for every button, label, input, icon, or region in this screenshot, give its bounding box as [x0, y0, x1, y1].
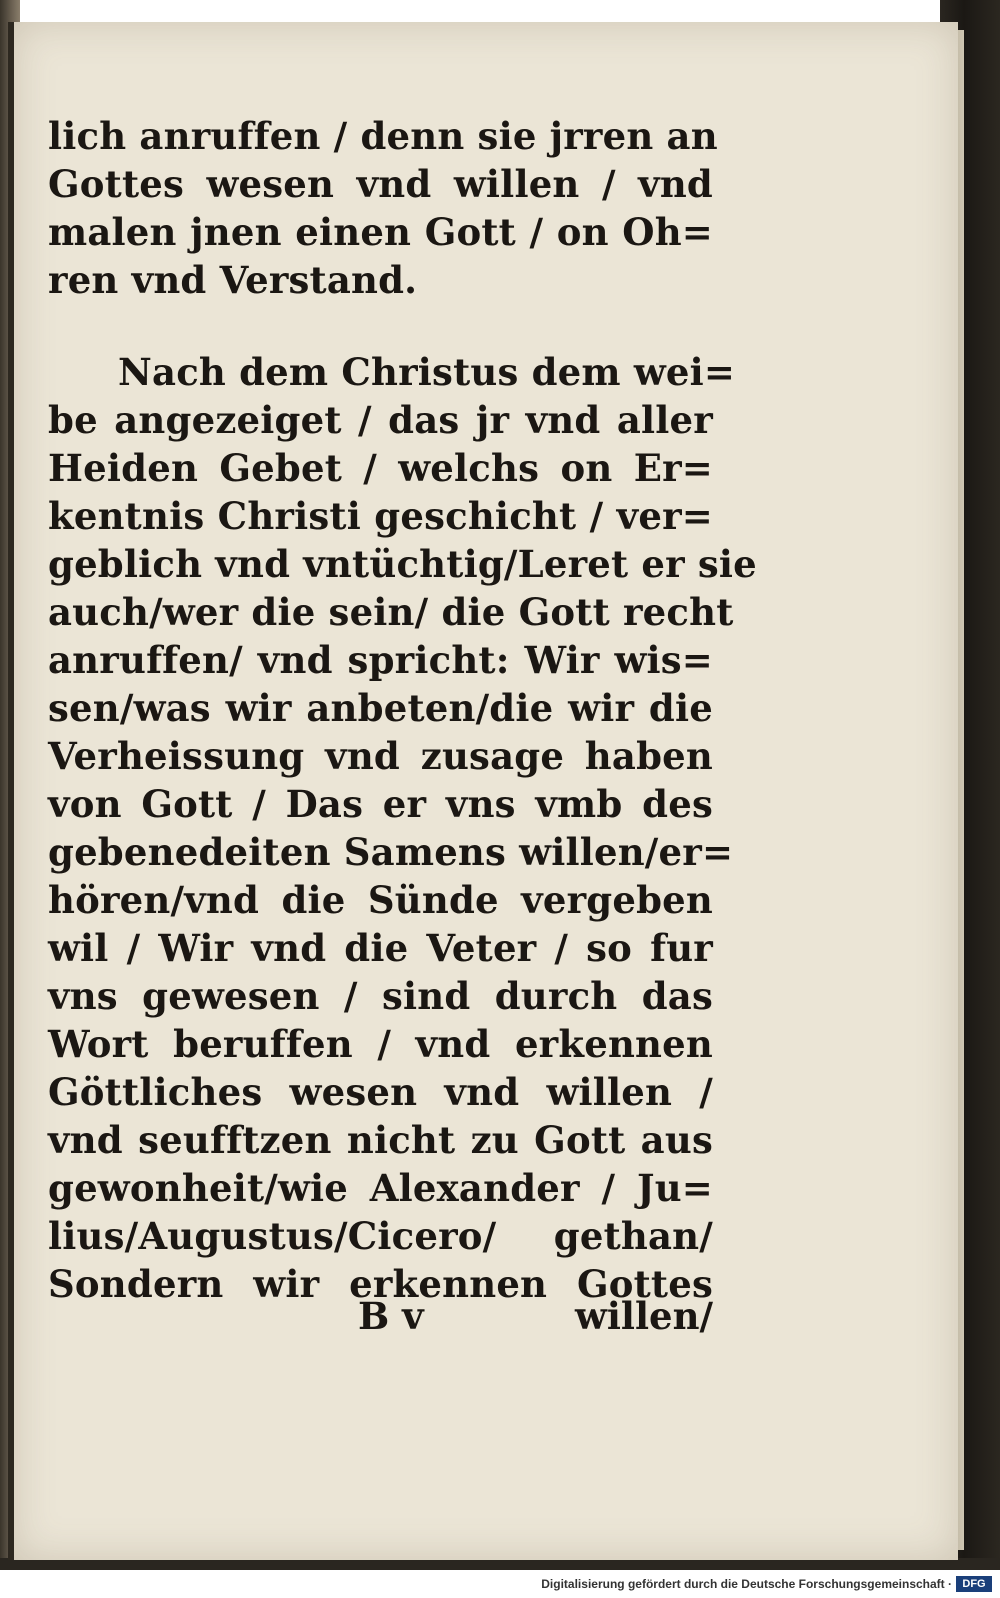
text-line: vns gewesen / sind durch das — [48, 974, 713, 1018]
text-line: lich anruffen / denn sie jrren an — [48, 114, 718, 158]
text-line: Sondern wir erkennen Gottes — [48, 1262, 713, 1306]
dfg-logo: DFG — [956, 1576, 992, 1592]
body-text — [48, 112, 757, 1308]
paragraph-1 — [48, 112, 718, 304]
text-line: wil / Wir vnd die Veter / so fur — [48, 926, 713, 970]
text-line: gewonheit/wie Alexander / Ju= — [48, 1166, 713, 1210]
text-line: gebenedeiten Samens willen/er= — [48, 830, 734, 874]
text-line: kentnis Christi geschicht / ver= — [48, 494, 713, 538]
text-line: vnd seufftzen nicht zu Gott aus — [48, 1118, 713, 1162]
text-line: malen jnen einen Gott / on Oh= — [48, 210, 713, 254]
text-line: anruffen/ vnd spricht: Wir wis= — [48, 638, 713, 682]
text-line: Gottes wesen vnd willen / vnd — [48, 162, 713, 206]
text-line: geblich vnd vntüchtig/Leret er sie — [48, 542, 757, 586]
text-line: be angezeiget / das jr vnd aller — [48, 398, 713, 442]
text-line: lius/Augustus/Cicero/ gethan/ — [48, 1214, 713, 1258]
text-line: Göttliches wesen vnd willen / — [48, 1070, 713, 1114]
text-line: von Gott / Das er vns vmb des — [48, 782, 713, 826]
text-line: ren vnd Verstand. — [48, 258, 418, 302]
digitization-footer — [0, 1572, 1000, 1598]
text-line: sen/was wir anbeten/die wir die — [48, 686, 713, 730]
catchword: willen/ — [575, 1294, 713, 1338]
signature-mark: B v — [358, 1294, 424, 1338]
text-line: hören/vnd die Sünde vergeben — [48, 878, 713, 922]
text-line: Verheissung vnd zusage haben — [48, 734, 713, 778]
text-line: Heiden Gebet / welchs on Er= — [48, 446, 713, 490]
paragraph-2 — [48, 348, 757, 1308]
page-footer-line — [48, 1294, 713, 1342]
text-line: Wort beruffen / vnd erkennen — [48, 1022, 713, 1066]
text-line: auch/wer die sein/ die Gott recht — [48, 590, 734, 634]
text-line: Nach dem Christus dem wei= — [118, 350, 736, 394]
funding-notice: Digitalisierung gefördert durch die Deutsche Forschungsgemeinschaft · — [541, 1577, 952, 1591]
paragraph-gap — [48, 304, 713, 348]
